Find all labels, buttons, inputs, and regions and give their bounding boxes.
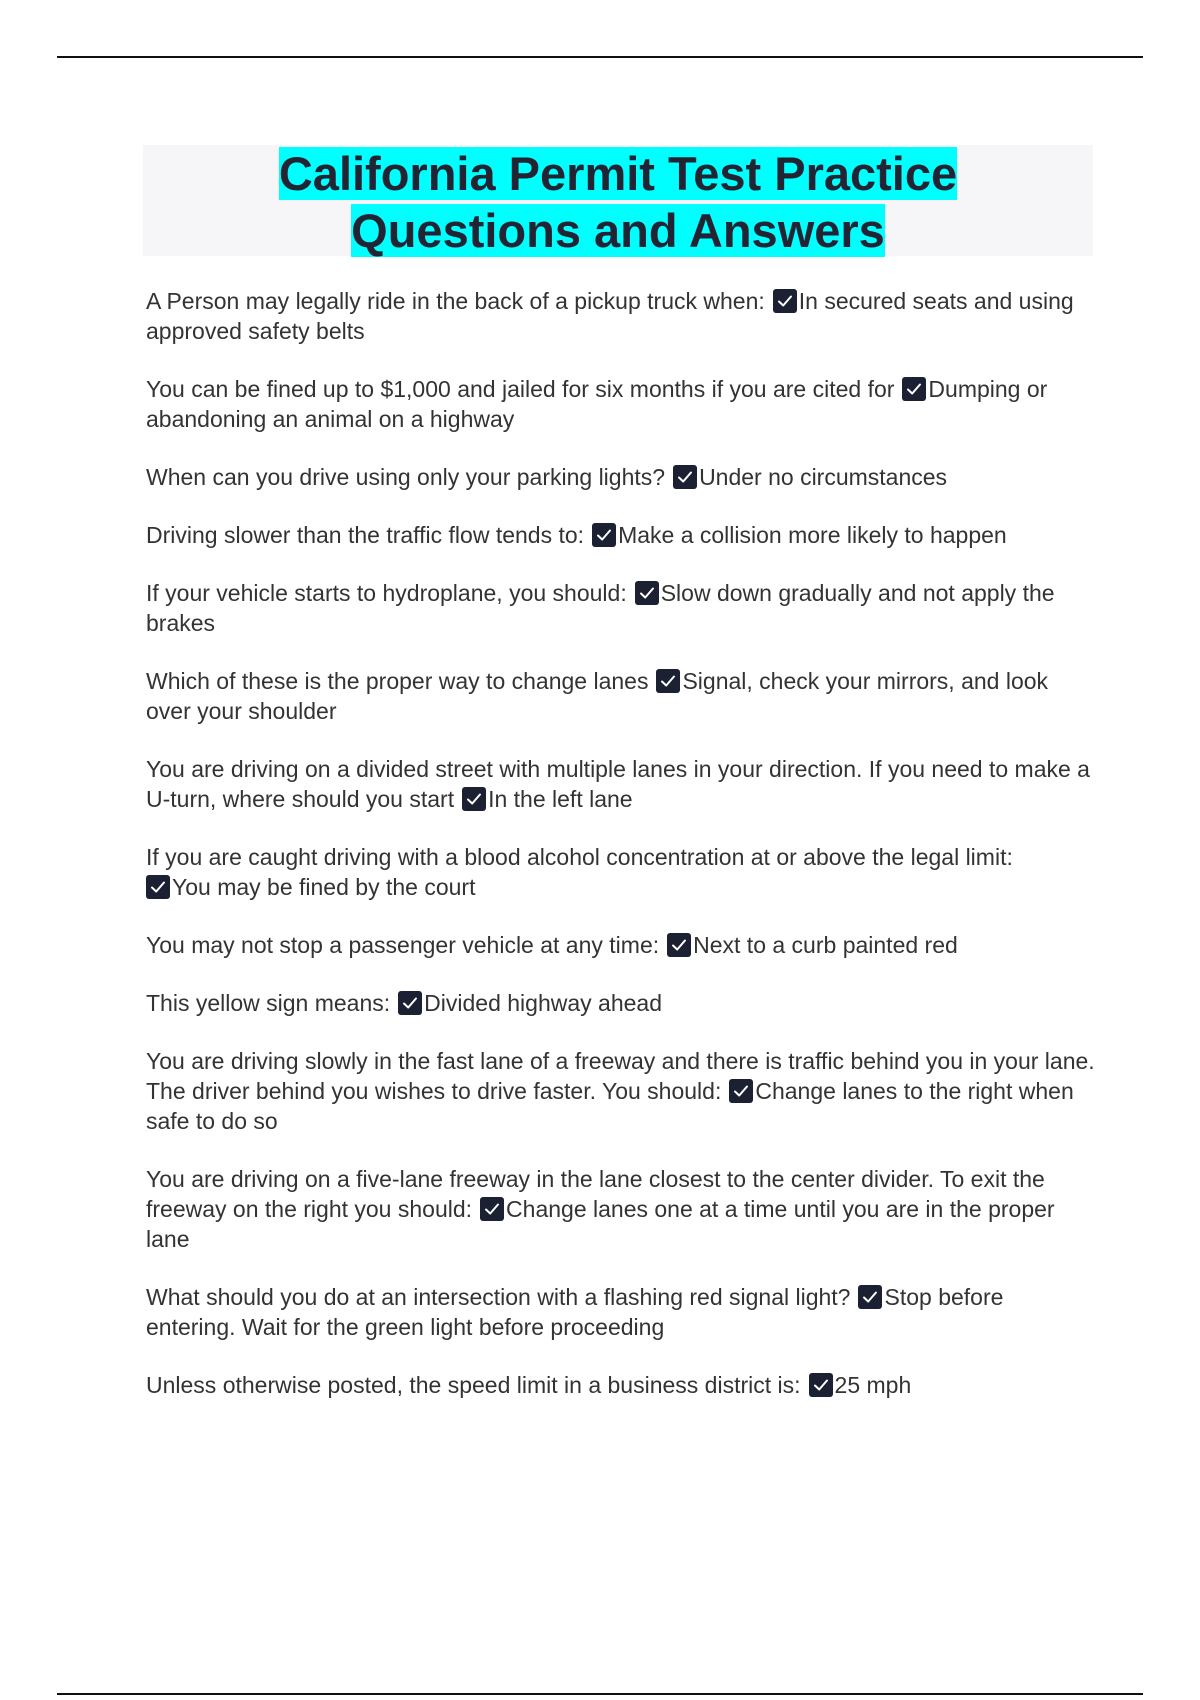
answer-text: Make a collision more likely to happen: [618, 522, 1007, 548]
qa-item: [146, 286, 1096, 346]
check-mark-icon: [462, 787, 486, 811]
answer-text: Change lanes to the right when safe to do so: [146, 1078, 1074, 1134]
answer-text: Signal, check your mirrors, and look over your shoulder: [146, 668, 1049, 724]
check-mark-icon: [635, 581, 659, 605]
question-text: What should you do at an intersection with a flashing red signal light?: [146, 1284, 851, 1310]
question-text: You may not stop a passenger vehicle at any time:: [146, 932, 660, 958]
question-text: Driving slower than the traffic flow tends to:: [146, 522, 585, 548]
check-mark-icon: [809, 1373, 833, 1397]
answer-text: Next to a curb painted red: [693, 932, 958, 958]
qa-item: [146, 754, 1096, 814]
question-text: This yellow sign means:: [146, 990, 391, 1016]
question-text: You can be fined up to $1,000 and jailed for six months if you are cited for: [146, 376, 895, 402]
question-text: Unless otherwise posted, the speed limit in a business district is:: [146, 1372, 801, 1398]
question-text: If you are caught driving with a blood alcohol concentration at or above the legal limit:: [146, 844, 1013, 870]
top-rule: [57, 56, 1143, 58]
qa-item: [146, 1046, 1096, 1136]
question-text: If your vehicle starts to hydroplane, you should:: [146, 580, 627, 606]
qa-item: [146, 520, 1096, 550]
title-line-2: Questions and Answers: [351, 204, 885, 257]
question-text: You are driving on a five-lane freeway in the lane closest to the center divider. To exit the freeway on the right you should:: [146, 1166, 1045, 1222]
answer-text: Slow down gradually and not apply the brakes: [146, 580, 1055, 636]
bottom-rule: [57, 1693, 1143, 1695]
answer-text: Stop before entering. Wait for the green light before proceeding: [146, 1284, 1004, 1340]
page-title: [143, 145, 1093, 259]
question-text: A Person may legally ride in the back of a pickup truck when:: [146, 288, 765, 314]
check-mark-icon: [858, 1285, 882, 1309]
answer-text: Dumping or abandoning an animal on a highway: [146, 376, 1048, 432]
answer-text: Under no circumstances: [699, 464, 948, 490]
answer-text: In the left lane: [488, 786, 633, 812]
question-text: When can you drive using only your parking lights?: [146, 464, 666, 490]
qa-item: [146, 1282, 1096, 1342]
check-mark-icon: [773, 289, 797, 313]
qa-item: [146, 462, 1096, 492]
check-mark-icon: [146, 875, 170, 899]
answer-text: You may be fined by the court: [172, 874, 476, 900]
title-banner: [143, 145, 1093, 256]
check-mark-icon: [592, 523, 616, 547]
check-mark-icon: [729, 1079, 753, 1103]
answer-text: In secured seats and using approved safety belts: [146, 288, 1074, 344]
title-line-1: California Permit Test Practice: [278, 147, 958, 200]
answer-text: 25 mph: [834, 1372, 912, 1398]
qa-item: [146, 930, 1096, 960]
qa-item: [146, 374, 1096, 434]
check-mark-icon: [398, 991, 422, 1015]
check-mark-icon: [656, 669, 680, 693]
answer-text: Change lanes one at a time until you are in the proper lane: [146, 1196, 1055, 1252]
check-mark-icon: [902, 377, 926, 401]
qa-item: [146, 842, 1096, 902]
qa-list: [146, 286, 1096, 1428]
qa-item: [146, 578, 1096, 638]
question-text: Which of these is the proper way to change lanes: [146, 668, 649, 694]
qa-item: [146, 1370, 1096, 1400]
check-mark-icon: [480, 1197, 504, 1221]
question-text: You are driving slowly in the fast lane of a freeway and there is traffic behind you in your lane. The driver behind you wishes to drive faster. You should:: [146, 1048, 1095, 1104]
qa-item: [146, 988, 1096, 1018]
check-mark-icon: [673, 465, 697, 489]
answer-text: Divided highway ahead: [424, 990, 662, 1016]
check-mark-icon: [667, 933, 691, 957]
question-text: You are driving on a divided street with multiple lanes in your direction. If you need to make a U-turn, where should you start: [146, 756, 1090, 812]
qa-item: [146, 666, 1096, 726]
qa-item: [146, 1164, 1096, 1254]
